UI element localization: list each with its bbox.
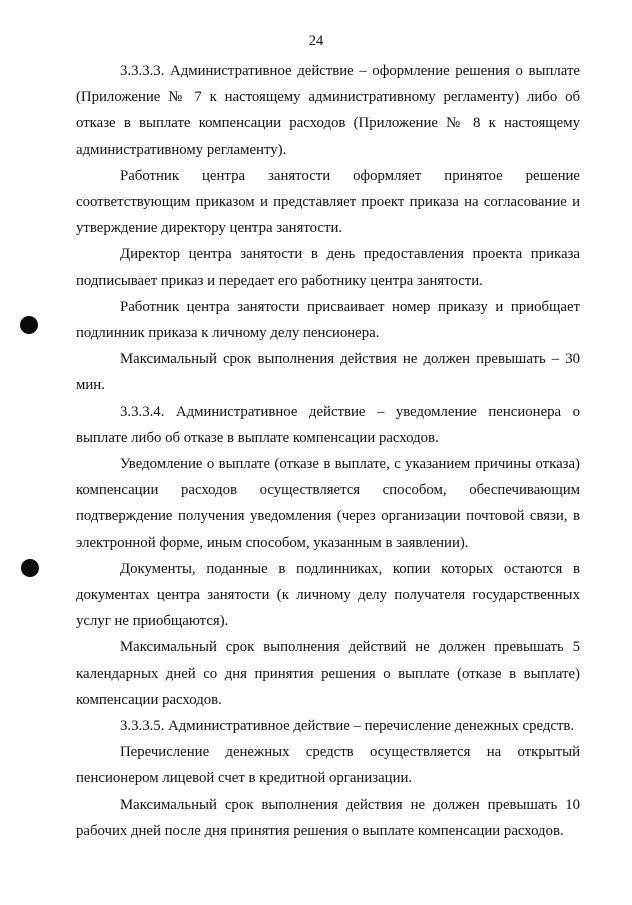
paragraph: Работник центра занятости присваивает номер приказу и приобщает подлинник приказа к личному делу пенсионера. xyxy=(76,298,580,342)
paragraph-3-3-3-4: 3.3.3.4. Административное действие – уведомление пенсионера о выплате либо об отказе в выплате компенсации расходов. xyxy=(76,403,580,446)
paragraph: Документы, поданные в подлинниках, копии которых остаются в документах центра занятости (к личному делу получателя государственных услуг не приобщаются). xyxy=(76,560,580,630)
paragraph-3-3-3-3: 3.3.3.3. Административное действие – оформление решения о выплате (Приложение № 7 к настоящему административному регламенту) либо об отказе в выплате компенсации расходов (Приложение № 8 к настоящему административному регламенту). xyxy=(76,63,580,158)
paragraph: Максимальный срок выполнения действия не должен превышать 10 рабочих дней после дня принятия решения о выплате компенсации расходов. xyxy=(76,796,580,839)
paragraph: Максимальный срок выполнения действий не должен превышать 5 календарных дней со дня принятия решения о выплате (отказе в выплате) компенсации расходов. xyxy=(76,639,580,708)
punch-hole-mark xyxy=(21,559,39,577)
paragraph-3-3-3-5: 3.3.3.5. Административное действие – перечисление денежных средств. xyxy=(120,718,575,735)
document-body xyxy=(76,58,580,844)
page-number: 24 xyxy=(308,33,324,49)
paragraph: Перечисление денежных средств осуществляется на открытый пенсионером лицевой счет в кредитной организации. xyxy=(76,744,580,787)
paragraph: Уведомление о выплате (отказе в выплате, с указанием причины отказа) компенсации расходов осуществляется способом, обеспечивающим подтверждение получения уведомления (через организации почтовой связи, в электронной форме, иным способом, указанным в заявлении). xyxy=(76,456,580,551)
paragraph: Максимальный срок выполнения действия не должен превышать – 30 мин. xyxy=(76,351,580,394)
paragraph: Работник центра занятости оформляет принятое решение соответствующим приказом и представляет проект приказа на согласование и утверждение директору центра занятости. xyxy=(76,167,580,237)
punch-hole-mark xyxy=(20,316,38,334)
paragraph: Директор центра занятости в день предоставления проекта приказа подписывает приказ и передает его работнику центра занятости. xyxy=(76,246,580,289)
